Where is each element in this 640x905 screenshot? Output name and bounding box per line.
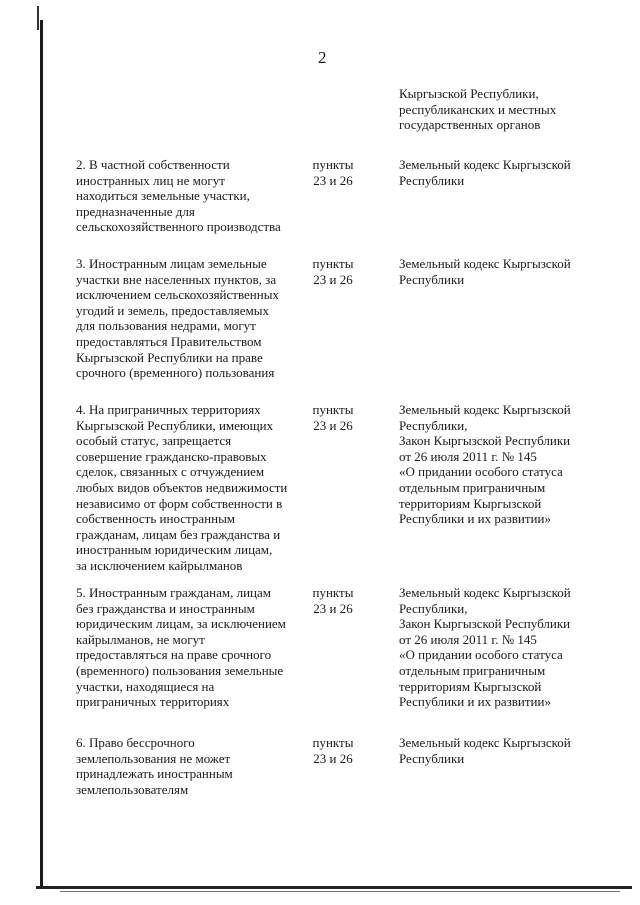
row-restriction-text: 2. В частной собственности иностранных лиц не могут находиться земельные участки, предназначенные для сельскохозяйственного производства	[76, 157, 281, 235]
row-points-text: пункты 23 и 26	[312, 735, 354, 766]
scan-edge-tick	[37, 6, 39, 30]
continuation-source-text: Кыргызской Республики, республиканских и местных государственных органов	[399, 86, 557, 133]
row-source-text: Земельный кодекс Кыргызской Республики	[399, 735, 571, 766]
row-restriction-text: 3. Иностранным лицам земельные участки вне населенных пунктов, за исключением сельскохозяйственных угодий и земель, предоставляемых для пользования недрами, могут предоставляться Правительством Кыргызской Республики на праве срочного (временного) пользования	[76, 256, 279, 381]
row-restriction-text: 6. Право бессрочного землепользования не может принадлежать иностранным землепользователям	[76, 735, 233, 797]
row-source-text: Земельный кодекс Кыргызской Республики	[399, 256, 571, 287]
row-restriction-text: 4. На приграничных территориях Кыргызской Республики, имеющих особый статус, запрещается совершение гражданско-правовых сделок, связанных с отчуждением любых видов объектов недвижимости независимо от форм собственности в собственность иностранным гражданам, лицам без гражданства и иностранным юридическим лицам, за исключением кайрылманов	[76, 402, 288, 573]
row-points-text: пункты 23 и 26	[312, 402, 354, 433]
scan-edge-bottom-thin	[60, 891, 620, 892]
page-number: 2	[318, 48, 327, 67]
row-source-text: Земельный кодекс Кыргызской Республики	[399, 157, 571, 188]
row-points-text: пункты 23 и 26	[312, 157, 354, 188]
row-points-text: пункты 23 и 26	[312, 256, 354, 287]
row-source-text: Земельный кодекс Кыргызской Республики, Закон Кыргызской Республики от 26 июля 2011 г. № 145 «О придании особого статуса отдельным приграничным территориям Кыргызской Республики и их развитии»	[399, 402, 571, 527]
scan-edge-bottom	[36, 886, 632, 889]
scan-edge-left	[40, 20, 43, 888]
row-points-text: пункты 23 и 26	[312, 585, 354, 616]
row-source-text: Земельный кодекс Кыргызской Республики, Закон Кыргызской Республики от 26 июля 2011 г. № 145 «О придании особого статуса отдельным приграничным территориям Кыргызской Республики и их развитии»	[399, 585, 571, 710]
row-restriction-text: 5. Иностранным гражданам, лицам без гражданства и иностранным юридическим лицам, за исключением кайрылманов, не могут предоставляться на праве срочного (временного) пользования земельные участки, находящиеся на приграничных территориях	[76, 585, 286, 710]
